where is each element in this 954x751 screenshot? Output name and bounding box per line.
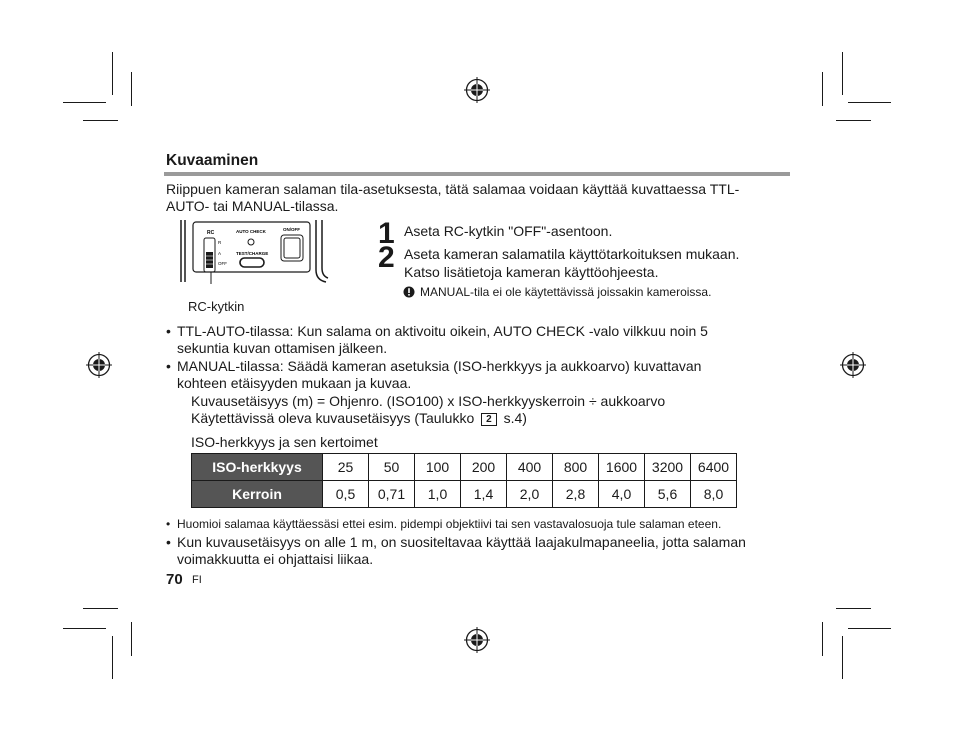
table-cell: 0,5 <box>323 481 369 508</box>
crop-mark <box>822 622 823 656</box>
bullet-line: TTL-AUTO-tilassa: Kun salama on aktivoitu oikein, AUTO CHECK -valo vilkkuu noin 5 <box>177 323 708 339</box>
crop-mark <box>836 120 871 121</box>
test-charge-label: TEST/CHARGE <box>236 251 269 256</box>
page-number: 70 <box>166 571 183 588</box>
crop-mark <box>842 52 843 95</box>
table-cell: 50 <box>369 454 415 481</box>
table-row <box>192 481 737 508</box>
crop-mark <box>63 102 106 103</box>
table-cell: 5,6 <box>645 481 691 508</box>
info-circle-icon <box>403 286 415 298</box>
iso-table <box>191 453 737 508</box>
step-text: Aseta kameran salamatila käyttötarkoituksen mukaan. <box>404 246 740 262</box>
step-text: Katso lisätietoja kameran käyttöohjeesta. <box>404 264 659 280</box>
registration-mark-icon <box>464 77 490 103</box>
table-cell: 1600 <box>599 454 645 481</box>
formula-text: Käytettävissä oleva kuvausetäisyys (Taulukko <box>191 410 479 426</box>
crop-mark <box>822 72 823 106</box>
table-cell: 1,0 <box>415 481 461 508</box>
table-reference-box: 2 <box>481 413 497 426</box>
auto-check-label: AUTO CHECK <box>236 229 266 234</box>
table-caption: ISO-herkkyys ja sen kertoimet <box>191 434 378 450</box>
footnote-line: voimakkuutta ei ohjattaisi liikaa. <box>177 551 374 567</box>
control-panel-figure <box>180 218 330 284</box>
table-cell: 400 <box>507 454 553 481</box>
crop-mark <box>131 72 132 106</box>
formula-text: s.4) <box>499 410 527 426</box>
table-cell: 8,0 <box>691 481 737 508</box>
step-text: Aseta RC-kytkin "OFF"-asentoon. <box>404 223 613 239</box>
bullet-line: MANUAL-tilassa: Säädä kameran asetuksia (ISO-herkkyys ja aukkoarvo) kuvattavan <box>177 358 702 374</box>
crop-mark <box>848 628 891 629</box>
crop-mark <box>131 622 132 656</box>
crop-mark <box>83 120 118 121</box>
on-off-label: ON/OFF <box>283 227 300 232</box>
crop-mark <box>63 628 106 629</box>
crop-mark <box>112 52 113 95</box>
formula-line <box>191 410 527 428</box>
table-cell: 800 <box>553 454 599 481</box>
row-header: ISO-herkkyys <box>192 454 323 481</box>
table-cell: 6400 <box>691 454 737 481</box>
table-cell: 2,8 <box>553 481 599 508</box>
step-number: 2 <box>378 241 394 274</box>
intro-line: AUTO- tai MANUAL-tilassa. <box>166 198 339 214</box>
table-cell: 0,71 <box>369 481 415 508</box>
table-row <box>192 454 737 481</box>
section-rule <box>164 172 790 176</box>
figure-caption: RC-kytkin <box>188 299 245 314</box>
crop-mark <box>842 636 843 679</box>
step-note: MANUAL-tila ei ole käytettävissä joissakin kameroissa. <box>420 285 712 299</box>
row-header: Kerroin <box>192 481 323 508</box>
bullet-symbol: • <box>166 323 171 339</box>
registration-mark-icon <box>464 627 490 653</box>
step-number: 1 <box>378 217 394 250</box>
table-cell: 3200 <box>645 454 691 481</box>
switch-position-label: OFF <box>218 261 227 266</box>
rc-switch-label: RC <box>207 230 215 236</box>
table-cell: 100 <box>415 454 461 481</box>
footnote-line: Huomioi salamaa käyttäessäsi ettei esim. pidempi objektiivi tai sen vastavalosuoja tule salaman eteen. <box>177 517 722 531</box>
crop-mark <box>848 102 891 103</box>
bullet-line: kohteen etäisyyden mukaan ja kuvaa. <box>177 375 412 391</box>
table-cell: 4,0 <box>599 481 645 508</box>
language-code: FI <box>192 574 202 586</box>
crop-mark <box>112 636 113 679</box>
footnote-line: Kun kuvausetäisyys on alle 1 m, on suositeltavaa käyttää laajakulmapaneelia, jotta salaman <box>177 534 746 550</box>
switch-position-label: A <box>218 251 222 256</box>
table-cell: 200 <box>461 454 507 481</box>
crop-mark <box>83 608 118 609</box>
registration-mark-icon <box>86 352 112 378</box>
bullet-symbol: • <box>166 534 171 550</box>
bullet-symbol: • <box>166 517 171 531</box>
bullet-line: sekuntia kuvan ottamisen jälkeen. <box>177 340 388 356</box>
formula-line: Kuvausetäisyys (m) = Ohjenro. (ISO100) x ISO-herkkyyskerroin ÷ aukkoarvo <box>191 393 666 409</box>
intro-line: Riippuen kameran salaman tila-asetuksesta, tätä salamaa voidaan käyttää kuvattaessa TTL- <box>166 181 740 197</box>
registration-mark-icon <box>840 352 866 378</box>
table-cell: 25 <box>323 454 369 481</box>
bullet-symbol: • <box>166 358 171 374</box>
switch-position-label: R <box>218 240 222 245</box>
crop-mark <box>836 608 871 609</box>
table-cell: 1,4 <box>461 481 507 508</box>
table-cell: 2,0 <box>507 481 553 508</box>
section-heading: Kuvaaminen <box>166 152 259 169</box>
